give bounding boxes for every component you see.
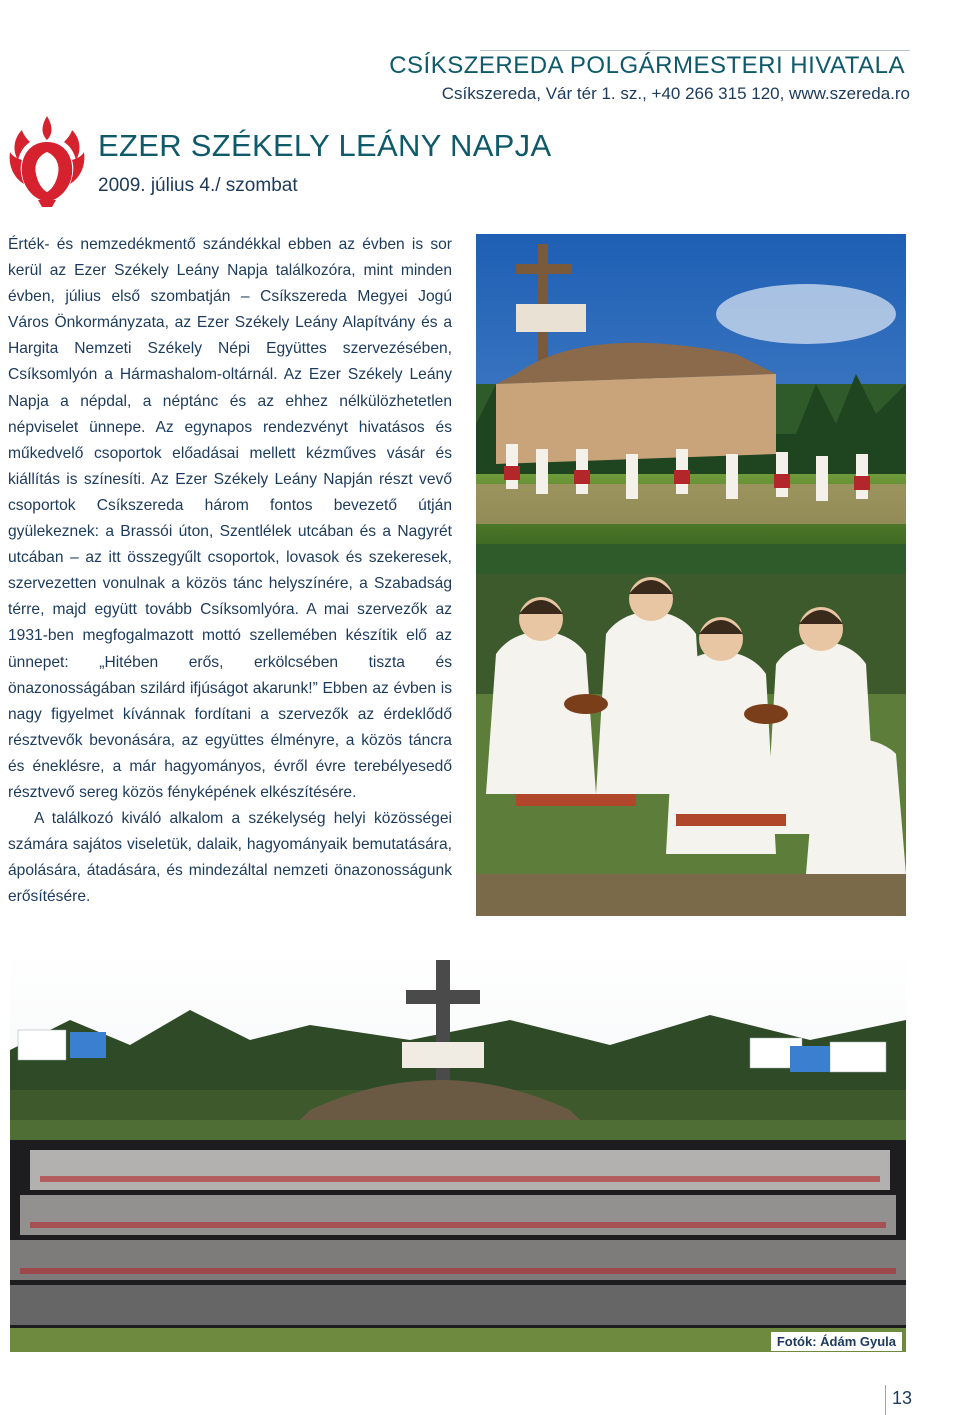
page-number: 13 <box>892 1388 913 1408</box>
header-rule <box>480 50 910 51</box>
article-body <box>8 232 452 910</box>
article-paragraph: A találkozó kiváló alkalom a székelység helyi közösségei számára sajátos viseletük, dalaik, hagyományaik bemutatására, ápolására, átadására, és mindezáltal nemzeti önazonosságunk erősítésére. <box>8 810 452 906</box>
organization-title: CSÍKSZEREDA POLGÁRMESTERI HIVATALA <box>389 52 905 79</box>
group-photo <box>10 950 906 1352</box>
event-date: 2009. július 4./ szombat <box>98 175 298 196</box>
article-paragraph: Érték- és nemzedékmentő szándékkal ebben az évben is sor kerül az Ezer Székely Leány Napja találkozóra, mint minden évben, július első szombatján – Csíkszereda Megyei Jogú Város Önkormányzata, az Ezer Székely Leány Alapítvány és a Hargita Nemzeti Székely Népi Együttes szervezésében, Csíksomlyón a Hármashalom-oltárnál. Az Ezer Székely Leány Napja a népdal, a néptánc és az ehhez nélkülözhetetlen népviselet ünnepe. Az egynapos rendezvényt hivatásos és műkedvelő csoportok előadásai mellett kézműves vásár és kiállítás is színesíti. Az Ezer Székely Leány Napján részt vevő csoportok Csíkszereda három fontos bevezető útján gyülekeznek: a Brassói úton, Szentlélek utcában és a Nagyrét utcában – az itt összegyűlt csoportok, lovasok és szekeresek, szervezetten vonulnak a közös tánc helyszínére, a Szabadság térre, majd együtt tovább Csíksomlyóra. A mai szervezők az 1931-ben megfogalmazott mottó szellemében készítik elő az ünnepet: „Hitében erős, erkölcsében tiszta és önazonosságában szilárd ifjúságot akarunk!” Ebben az évben is nagy figyelmet kívánnak fordítani a szervezők az érdeklődő résztvevők bevonására, az együttes élményre, a közös táncra és éneklésre, a már hagyományos, évről évre terebélyesedő résztvevő sereg közös fényképének elkészítésére. <box>8 236 452 801</box>
organization-contact: Csíkszereda, Vár tér 1. sz., +40 266 315 120, www.szereda.ro <box>441 84 910 103</box>
page-number-rule <box>885 1385 886 1415</box>
folk-dance-photo <box>476 234 906 916</box>
photo-credit: Fotók: Ádám Gyula <box>771 1332 902 1351</box>
event-title: EZER SZÉKELY LEÁNY NAPJA <box>98 128 552 163</box>
tulip-logo-icon <box>8 112 86 208</box>
